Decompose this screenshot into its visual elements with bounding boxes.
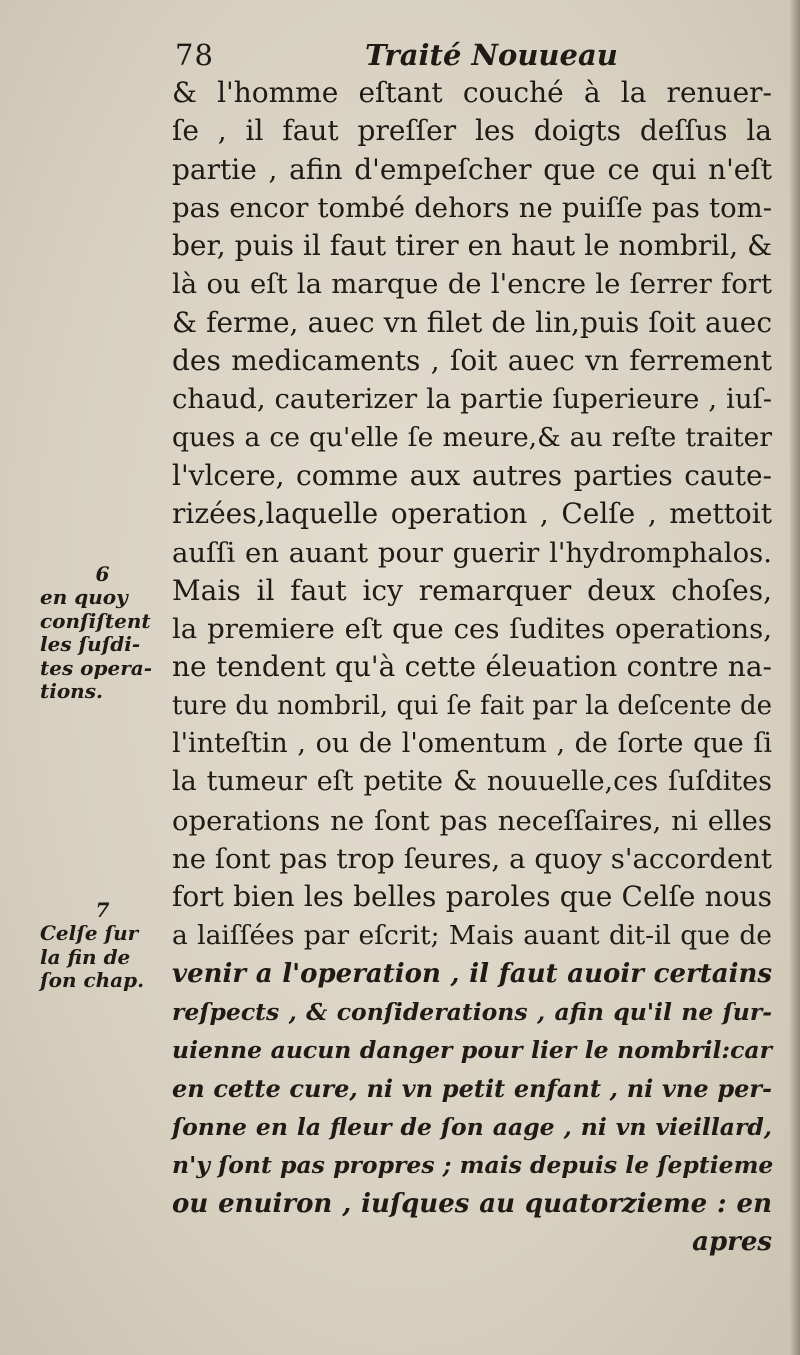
margin-note-line: en quoy xyxy=(40,585,128,609)
italic-text-line: en cette cure, ni vn petit enfant , ni vne per- xyxy=(172,1073,772,1103)
margin-note-line: la fin de xyxy=(40,944,131,969)
page-number: 78 xyxy=(175,38,214,72)
italic-text-line: ſonne en la fleur de ſon aage , ni vn vieillard, xyxy=(172,1113,772,1142)
margin-note-number: 6 xyxy=(95,562,110,586)
text-line: & l'homme eſtant couché à la renuer- xyxy=(172,76,772,109)
margin-note-6 xyxy=(40,562,165,704)
text-line: partie , afin d'empeſcher que ce qui n'eſt xyxy=(172,152,772,186)
italic-text-line: n'y ſont pas propres ; mais depuis le ſeptieme xyxy=(172,1151,774,1180)
text-line: ques a ce qu'elle ſe meure,& au reſte traiter xyxy=(172,421,772,453)
margin-note-line: conſiſtent xyxy=(40,608,151,633)
margin-note-line: ſon chap. xyxy=(40,968,145,992)
text-line: des medicaments , ſoit auec vn ferrement xyxy=(172,344,772,378)
text-line: fort bien les belles paroles que Celſe nous xyxy=(172,880,772,914)
italic-text-line: reſpects , & conſiderations , afin qu'il ne ſur- xyxy=(172,998,772,1027)
text-line: auſſi en auant pour guerir l'hydromphalos. xyxy=(172,536,772,569)
text-line: ne tendent qu'à cette éleuation contre na- xyxy=(172,650,772,684)
text-line: Mais il faut icy remarquer deux choſes, xyxy=(172,573,772,607)
text-line: chaud, cauterizer la partie ſuperieure , iuſ- xyxy=(172,383,772,416)
catchword: apres xyxy=(692,1226,772,1257)
text-line: operations ne ſont pas neceſſaires, ni elles xyxy=(172,804,772,837)
text-line: a laiſſées par eſcrit; Mais auant dit-il que de xyxy=(172,919,772,951)
text-line: ture du nombril, qui ſe fait par la deſcente de xyxy=(172,690,772,721)
text-line: ſe , il faut preſſer les doigts deſſus la xyxy=(172,114,772,148)
text-line: la premiere eſt que ces ſudites operations, xyxy=(172,613,772,646)
main-text-block xyxy=(172,74,772,1261)
running-title: Traité Nouueau xyxy=(365,38,618,72)
margin-note-line: Celſe ſur xyxy=(40,921,139,945)
margin-note-line: tions. xyxy=(40,679,103,703)
page-spine-edge xyxy=(790,0,800,1355)
text-line: pas encor tombé dehors ne puiſſe pas tom- xyxy=(172,191,772,224)
margin-note-7 xyxy=(40,898,165,993)
italic-text-line: venir a l'operation , il faut auoir certains xyxy=(172,958,772,989)
text-line: ne ſont pas trop ſeures, a quoy s'accordent xyxy=(172,842,772,875)
text-line: l'vlcere, comme aux autres parties caute- xyxy=(172,458,772,492)
italic-text-line: ou enuiron , iuſques au quatorzieme : en xyxy=(172,1188,772,1219)
text-line: l'inteſtin , ou de l'omentum , de ſorte que ſi xyxy=(172,728,772,760)
text-line: là ou eſt la marque de l'encre le ſerrer fort xyxy=(172,268,772,301)
text-line: la tumeur eſt petite & nouuelle,ces ſuſdites xyxy=(172,766,772,798)
italic-text-line: uienne aucun danger pour lier le nombril:car xyxy=(172,1036,772,1065)
text-line: ber, puis il faut tirer en haut le nombril, & xyxy=(172,229,772,263)
margin-note-line: tes opera- xyxy=(40,655,153,680)
text-line: rizées,laquelle operation , Celſe , mettoit xyxy=(172,497,772,531)
page-header xyxy=(175,38,775,74)
text-line: & ferme, auec vn filet de lin,puis ſoit auec xyxy=(172,305,772,339)
margin-note-number: 7 xyxy=(95,898,110,922)
margin-note-line: les ſuſdi- xyxy=(40,632,141,656)
